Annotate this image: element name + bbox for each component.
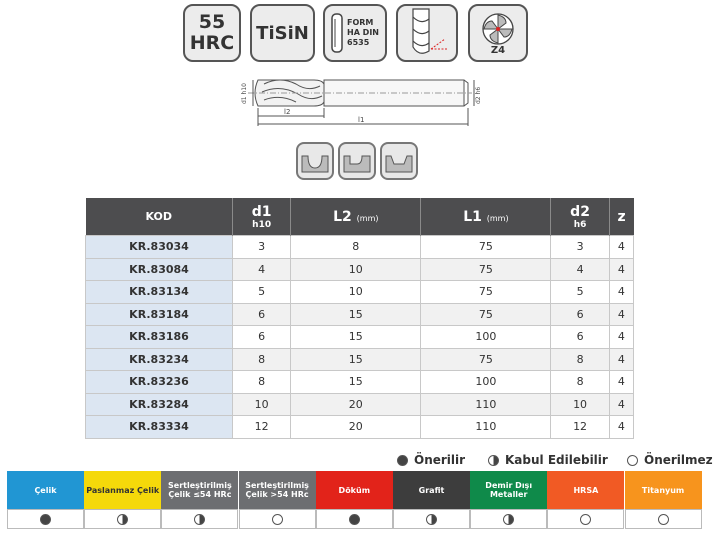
cell-kod: KR.83284 bbox=[86, 393, 233, 416]
cell-l2: 15 bbox=[291, 371, 421, 394]
cell-z: 4 bbox=[609, 326, 633, 349]
helix-angle-badge bbox=[396, 4, 458, 62]
header-z: z bbox=[609, 198, 633, 236]
cell-l1: 100 bbox=[421, 326, 551, 349]
profile-contour-icon bbox=[380, 142, 418, 180]
cell-l2: 15 bbox=[291, 326, 421, 349]
cell-l2: 20 bbox=[291, 393, 421, 416]
hardness-unit: HRC bbox=[189, 32, 235, 54]
material-5 bbox=[316, 471, 393, 509]
half-circle-icon bbox=[426, 514, 437, 525]
cell-kod: KR.83186 bbox=[86, 326, 233, 349]
table-row bbox=[86, 258, 634, 281]
cell-d2: 8 bbox=[551, 348, 609, 371]
l2-label: l2 bbox=[284, 108, 291, 116]
material-rating-cell bbox=[84, 509, 161, 529]
coating-badge bbox=[250, 4, 315, 62]
cell-z: 4 bbox=[609, 371, 633, 394]
half-circle-icon bbox=[503, 514, 514, 525]
filled-circle-icon bbox=[397, 455, 408, 466]
cell-d1: 10 bbox=[233, 393, 291, 416]
material-7 bbox=[470, 471, 547, 509]
cell-l1: 75 bbox=[421, 236, 551, 259]
d1-label: d1 h10 bbox=[241, 83, 248, 104]
header-l2-label: L2 bbox=[333, 208, 352, 225]
cell-kod: KR.83034 bbox=[86, 236, 233, 259]
shank-icon bbox=[331, 13, 343, 53]
material-label: HRSA bbox=[573, 485, 599, 495]
cell-l1: 75 bbox=[421, 258, 551, 281]
profile-pocket-icon bbox=[338, 142, 376, 180]
cell-d1: 12 bbox=[233, 416, 291, 439]
cell-l2: 20 bbox=[291, 416, 421, 439]
material-rating-cell bbox=[625, 509, 702, 529]
header-d1-label: d1 bbox=[251, 203, 272, 220]
cell-l2: 15 bbox=[291, 303, 421, 326]
hardness-badge bbox=[183, 4, 241, 62]
header-d1-tolerance: h10 bbox=[252, 219, 272, 230]
cell-z: 4 bbox=[609, 393, 633, 416]
empty-circle-icon bbox=[580, 514, 591, 525]
product-spec-table bbox=[85, 198, 634, 439]
four-flute-icon bbox=[479, 11, 517, 47]
material-label: Demir Dışı Metaller bbox=[485, 481, 533, 499]
cell-kod: KR.83084 bbox=[86, 258, 233, 281]
empty-circle-icon bbox=[627, 455, 638, 466]
header-l2-unit: (mm) bbox=[356, 213, 379, 223]
cell-kod: KR.83234 bbox=[86, 348, 233, 371]
material-label: Döküm bbox=[338, 485, 371, 495]
cell-d2: 3 bbox=[551, 236, 609, 259]
cell-z: 4 bbox=[609, 416, 633, 439]
material-rating-cell bbox=[547, 509, 624, 529]
legend-recommended bbox=[397, 453, 465, 467]
half-circle-icon bbox=[117, 514, 128, 525]
cell-l2: 15 bbox=[291, 348, 421, 371]
legend-acceptable-label: Kabul Edilebilir bbox=[505, 453, 608, 467]
cell-d2: 12 bbox=[551, 416, 609, 439]
header-d2-label: d2 bbox=[570, 203, 590, 220]
cell-d1: 6 bbox=[233, 303, 291, 326]
cell-l2: 10 bbox=[291, 258, 421, 281]
filled-circle-icon bbox=[40, 514, 51, 525]
cell-z: 4 bbox=[609, 258, 633, 281]
header-l1-label: L1 bbox=[463, 208, 482, 225]
cell-kod: KR.83184 bbox=[86, 303, 233, 326]
empty-circle-icon bbox=[658, 514, 669, 525]
material-rating-cell bbox=[161, 509, 238, 529]
material-label: Sertleştirilmiş Çelik >54 HRc bbox=[245, 481, 309, 499]
legend-acceptable bbox=[488, 453, 608, 467]
table-row bbox=[86, 281, 634, 304]
l1-label: l1 bbox=[358, 116, 365, 124]
form-line1: FORM bbox=[347, 18, 374, 27]
table-row bbox=[86, 348, 634, 371]
table-row bbox=[86, 371, 634, 394]
header-l1 bbox=[421, 198, 551, 236]
table-row bbox=[86, 303, 634, 326]
cell-l1: 110 bbox=[421, 393, 551, 416]
coating-label: TiSiN bbox=[256, 22, 309, 44]
cell-d1: 5 bbox=[233, 281, 291, 304]
material-rating-cell bbox=[470, 509, 547, 529]
form-line2: HA DIN bbox=[347, 28, 379, 37]
half-circle-icon bbox=[194, 514, 205, 525]
cell-l1: 75 bbox=[421, 303, 551, 326]
empty-circle-icon bbox=[272, 514, 283, 525]
material-suitability-strip bbox=[7, 471, 702, 529]
legend-recommended-label: Önerilir bbox=[414, 453, 466, 467]
cell-d1: 4 bbox=[233, 258, 291, 281]
cell-d2: 6 bbox=[551, 326, 609, 349]
material-rating-cell bbox=[393, 509, 470, 529]
cell-kod: KR.83236 bbox=[86, 371, 233, 394]
material-6 bbox=[393, 471, 470, 509]
cell-d1: 8 bbox=[233, 348, 291, 371]
form-line3: 6535 bbox=[347, 38, 370, 47]
cell-z: 4 bbox=[609, 348, 633, 371]
header-kod: KOD bbox=[86, 198, 233, 236]
material-3 bbox=[161, 471, 238, 509]
table-row bbox=[86, 236, 634, 259]
cell-kod: KR.83134 bbox=[86, 281, 233, 304]
material-8 bbox=[547, 471, 624, 509]
filled-circle-icon bbox=[349, 514, 360, 525]
material-label: Sertleştirilmiş Çelik ≤54 HRc bbox=[168, 481, 232, 499]
cell-d1: 3 bbox=[233, 236, 291, 259]
cell-d2: 5 bbox=[551, 281, 609, 304]
half-circle-icon bbox=[488, 455, 499, 466]
cell-d2: 10 bbox=[551, 393, 609, 416]
table-row bbox=[86, 416, 634, 439]
legend-not-recommended-label: Önerilmez bbox=[644, 453, 713, 467]
cell-l2: 8 bbox=[291, 236, 421, 259]
material-label: Grafit bbox=[418, 485, 445, 495]
material-label: Çelik bbox=[34, 485, 57, 495]
material-4 bbox=[239, 471, 316, 509]
flute-count-label: Z4 bbox=[490, 44, 506, 56]
header-l2 bbox=[291, 198, 421, 236]
table-row bbox=[86, 326, 634, 349]
material-label: Paslanmaz Çelik bbox=[86, 485, 160, 495]
cell-d2: 8 bbox=[551, 371, 609, 394]
material-2 bbox=[84, 471, 161, 509]
cell-z: 4 bbox=[609, 236, 633, 259]
cell-d1: 8 bbox=[233, 371, 291, 394]
cell-z: 4 bbox=[609, 281, 633, 304]
table-row bbox=[86, 393, 634, 416]
material-rating-cell bbox=[316, 509, 393, 529]
end-mill-drawing bbox=[240, 72, 480, 132]
material-9 bbox=[625, 471, 702, 509]
cell-d1: 6 bbox=[233, 326, 291, 349]
cell-z: 4 bbox=[609, 303, 633, 326]
cell-l2: 10 bbox=[291, 281, 421, 304]
material-rating-cell bbox=[239, 509, 316, 529]
header-l1-unit: (mm) bbox=[486, 213, 509, 223]
cell-l1: 110 bbox=[421, 416, 551, 439]
helix-angle-icon bbox=[399, 7, 455, 59]
cell-l1: 75 bbox=[421, 281, 551, 304]
shank-form-badge bbox=[323, 4, 387, 62]
header-d2 bbox=[551, 198, 609, 236]
header-d1 bbox=[233, 198, 291, 236]
table-header-row bbox=[86, 198, 634, 236]
legend-not-recommended bbox=[627, 453, 713, 467]
cell-l1: 100 bbox=[421, 371, 551, 394]
material-rating-cell bbox=[7, 509, 84, 529]
cell-d2: 4 bbox=[551, 258, 609, 281]
profile-slot-icon bbox=[296, 142, 334, 180]
header-d2-tolerance: h6 bbox=[573, 219, 587, 230]
cell-kod: KR.83334 bbox=[86, 416, 233, 439]
hardness-value: 55 bbox=[198, 11, 226, 33]
cell-l1: 75 bbox=[421, 348, 551, 371]
material-1 bbox=[7, 471, 84, 509]
flute-count-badge bbox=[468, 4, 528, 62]
cell-d2: 6 bbox=[551, 303, 609, 326]
material-label: Titanyum bbox=[641, 485, 685, 495]
d2-label: d2 h6 bbox=[475, 86, 482, 104]
